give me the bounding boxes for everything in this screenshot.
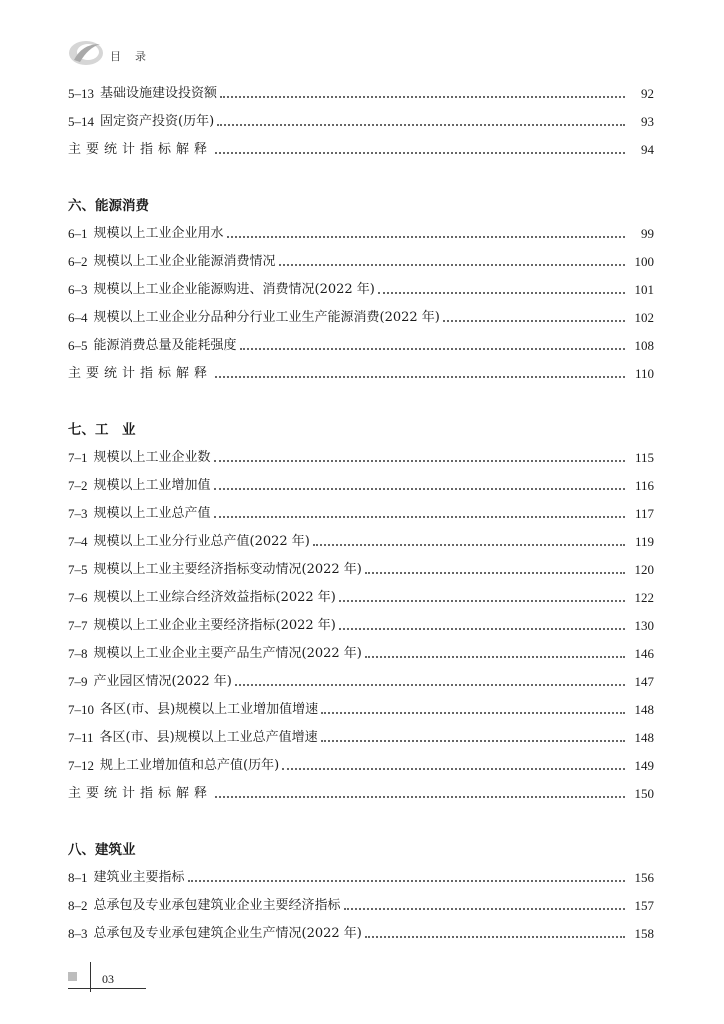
entry-page: 150 <box>634 786 654 801</box>
toc-entry[interactable] <box>68 560 654 580</box>
toc-entry[interactable] <box>68 280 654 300</box>
entry-title: 规模以上工业企业数 <box>93 450 211 465</box>
entry-title: 总承包及专业承包建筑企业生产情况(2022 年) <box>93 926 362 941</box>
entry-page: 149 <box>634 758 654 773</box>
entry-page: 120 <box>634 562 654 577</box>
toc-entry[interactable] <box>68 448 654 468</box>
entry-number: 7–10 <box>68 702 94 717</box>
entry-page: 110 <box>634 366 654 381</box>
entry-title: 总承包及专业承包建筑业企业主要经济指标 <box>93 898 341 913</box>
dot-leader <box>240 347 625 350</box>
entry-title: 规模以上工业总产值 <box>93 506 211 521</box>
entry-page: 148 <box>634 730 654 745</box>
footer-square-icon <box>68 972 77 981</box>
entry-page: 92 <box>641 86 654 101</box>
entry-title: 规模以上工业企业用水 <box>93 226 224 241</box>
entry-number: 7–2 <box>68 478 88 493</box>
entry-page: 116 <box>634 478 654 493</box>
entry-title: 产业园区情况(2022 年) <box>93 674 232 689</box>
entry-page: 156 <box>634 870 654 885</box>
entry-title: 能源消费总量及能耗强度 <box>93 338 237 353</box>
toc-entry[interactable] <box>68 84 654 104</box>
entry-number: 7–1 <box>68 450 88 465</box>
entry-page: 146 <box>634 646 654 661</box>
toc-entry[interactable] <box>68 532 654 552</box>
header-title: 目录 <box>110 50 160 63</box>
dot-leader <box>344 907 625 910</box>
entry-number: 7–12 <box>68 758 94 773</box>
entry-number: 7–7 <box>68 618 88 633</box>
toc-entry[interactable] <box>68 364 654 384</box>
section-heading-industry: 七、工 业 <box>68 422 136 438</box>
entry-title: 规模以上工业企业能源消费情况 <box>93 254 276 269</box>
toc-entry[interactable] <box>68 504 654 524</box>
entry-number: 6–1 <box>68 226 88 241</box>
entry-number: 6–5 <box>68 338 88 353</box>
toc-entry[interactable] <box>68 644 654 664</box>
toc-entry[interactable] <box>68 756 654 776</box>
toc-entry[interactable] <box>68 784 654 804</box>
dot-leader <box>339 599 625 602</box>
dot-leader <box>220 95 625 98</box>
entry-number: 7–6 <box>68 590 88 605</box>
entry-page: 130 <box>634 618 654 633</box>
dot-leader <box>321 739 625 742</box>
dot-leader <box>365 655 625 658</box>
toc-entry[interactable] <box>68 224 654 244</box>
book-logo-icon <box>66 38 106 68</box>
dot-leader <box>214 487 625 490</box>
entry-number: 8–1 <box>68 870 88 885</box>
toc-entry[interactable] <box>68 112 654 132</box>
entry-number: 6–4 <box>68 310 88 325</box>
entry-title: 主要统计指标解释 <box>68 786 213 801</box>
dot-leader <box>188 879 625 882</box>
entry-page: 148 <box>634 702 654 717</box>
entry-title: 主要统计指标解释 <box>68 366 213 381</box>
entry-title: 规模以上工业主要经济指标变动情况(2022 年) <box>93 562 362 577</box>
toc-entry[interactable] <box>68 924 654 944</box>
toc-entry[interactable] <box>68 588 654 608</box>
toc-entry[interactable] <box>68 616 654 636</box>
entry-page: 122 <box>634 590 654 605</box>
entry-title: 规上工业增加值和总产值(历年) <box>100 758 280 773</box>
entry-title: 各区(市、县)规模以上工业增加值增速 <box>100 702 319 717</box>
toc-entry[interactable] <box>68 700 654 720</box>
entry-page: 101 <box>634 282 654 297</box>
toc-entry[interactable] <box>68 308 654 328</box>
entry-title: 规模以上工业企业主要产品生产情况(2022 年) <box>93 646 362 661</box>
dot-leader <box>282 767 625 770</box>
toc-entry[interactable] <box>68 672 654 692</box>
entry-number: 7–8 <box>68 646 88 661</box>
dot-leader <box>279 263 625 266</box>
entry-page: 119 <box>634 534 654 549</box>
toc-entry[interactable] <box>68 728 654 748</box>
footer-rule <box>68 988 146 989</box>
entry-page: 94 <box>641 142 654 157</box>
entry-title: 规模以上工业分行业总产值(2022 年) <box>93 534 310 549</box>
page-number: 03 <box>102 972 114 986</box>
entry-page: 100 <box>634 254 654 269</box>
toc-entry[interactable] <box>68 896 654 916</box>
entry-number: 5–14 <box>68 114 94 129</box>
page-footer <box>68 962 148 992</box>
dot-leader <box>321 711 625 714</box>
entry-page: 158 <box>634 926 654 941</box>
entry-title: 各区(市、县)规模以上工业总产值增速 <box>99 730 318 745</box>
entry-title: 主要统计指标解释 <box>68 142 213 157</box>
entry-title: 规模以上工业综合经济效益指标(2022 年) <box>93 590 336 605</box>
dot-leader <box>215 795 625 798</box>
entry-title: 基础设施建设投资额 <box>100 86 218 101</box>
dot-leader <box>215 151 625 154</box>
entry-title: 规模以上工业企业主要经济指标(2022 年) <box>93 618 336 633</box>
entry-page: 117 <box>634 506 654 521</box>
dot-leader <box>378 291 625 294</box>
toc-entry[interactable] <box>68 868 654 888</box>
entry-page: 157 <box>634 898 654 913</box>
entry-number: 6–3 <box>68 282 88 297</box>
dot-leader <box>227 235 625 238</box>
toc-entry[interactable] <box>68 252 654 272</box>
entry-number: 8–2 <box>68 898 88 913</box>
entry-number: 7–9 <box>68 674 88 689</box>
entry-page: 93 <box>641 114 654 129</box>
entry-title: 规模以上工业企业能源购进、消费情况(2022 年) <box>93 282 375 297</box>
dot-leader <box>365 571 625 574</box>
entry-number: 7–3 <box>68 506 88 521</box>
entry-page: 147 <box>634 674 654 689</box>
entry-number: 6–2 <box>68 254 88 269</box>
toc-entry[interactable] <box>68 476 654 496</box>
dot-leader <box>339 627 625 630</box>
dot-leader <box>214 515 625 518</box>
entry-number: 7–11 <box>68 730 94 745</box>
entry-title: 规模以上工业企业分品种分行业工业生产能源消费(2022 年) <box>93 310 440 325</box>
dot-leader <box>235 683 625 686</box>
entry-number: 7–4 <box>68 534 88 549</box>
entry-number: 5–13 <box>68 86 94 101</box>
dot-leader <box>313 543 625 546</box>
section-heading-construction: 八、建筑业 <box>68 842 136 858</box>
entry-page: 99 <box>641 226 654 241</box>
dot-leader <box>214 459 625 462</box>
dot-leader <box>365 935 625 938</box>
entry-number: 8–3 <box>68 926 88 941</box>
section-heading-energy: 六、能源消费 <box>68 198 149 214</box>
page-header <box>66 38 666 68</box>
entry-page: 108 <box>634 338 654 353</box>
dot-leader <box>443 319 625 322</box>
entry-title: 建筑业主要指标 <box>93 870 185 885</box>
entry-number: 7–5 <box>68 562 88 577</box>
entry-page: 115 <box>634 450 654 465</box>
dot-leader <box>217 123 625 126</box>
entry-title: 规模以上工业增加值 <box>93 478 211 493</box>
entry-page: 102 <box>634 310 654 325</box>
dot-leader <box>215 375 625 378</box>
toc-entry[interactable] <box>68 140 654 160</box>
toc-entry[interactable] <box>68 336 654 356</box>
entry-title: 固定资产投资(历年) <box>100 114 215 129</box>
